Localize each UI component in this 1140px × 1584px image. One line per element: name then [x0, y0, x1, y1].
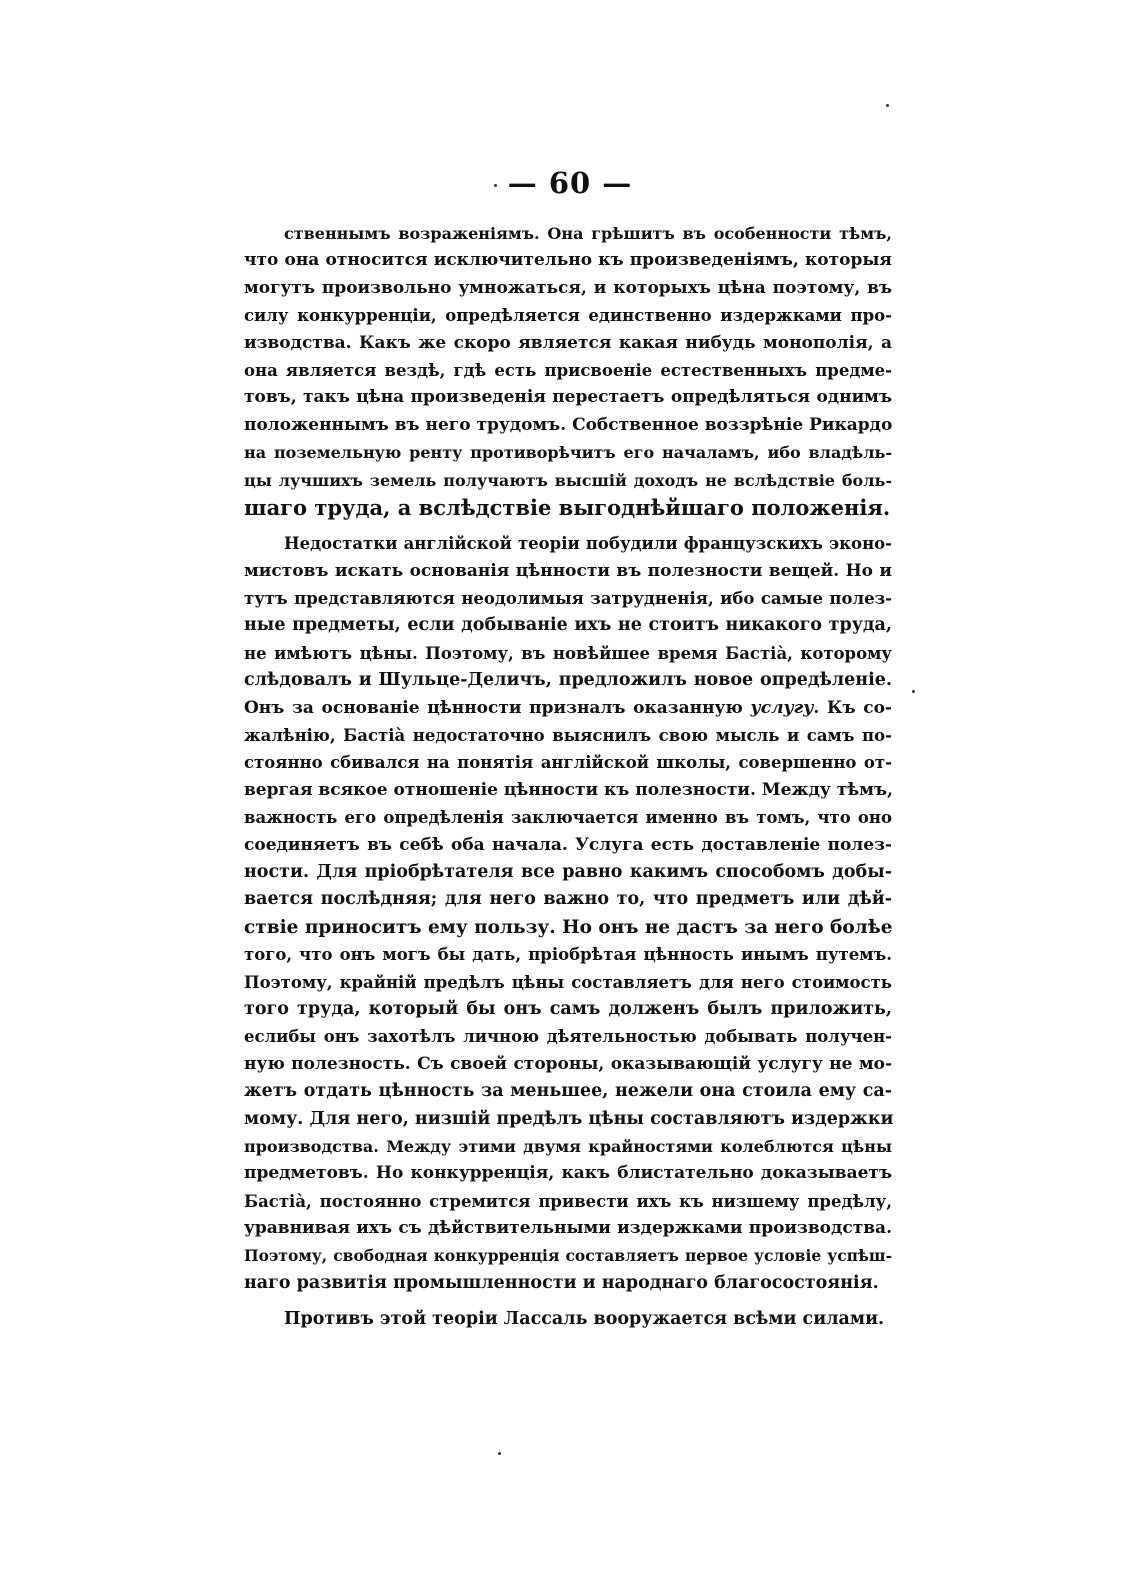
text-line: наго развитія промышленности и народнаго благосостоянія. [244, 1272, 879, 1293]
scan-speck [494, 184, 497, 187]
text-line: ности. Для пріобрѣтателя все равно какимъ способомъ добы- [244, 861, 892, 882]
text-line: на поземельную ренту противорѣчитъ его началамъ, ибо владѣль- [244, 443, 892, 463]
page-body [244, 220, 892, 1334]
text-line: вергая всякое отношеніе цѣнности къ полезности. Между тѣмъ, [244, 779, 893, 800]
text-line: жетъ отдать цѣнность за меньшее, нежели она стоила ему са- [244, 1081, 892, 1102]
text-line: мистовъ искать основанія цѣнности въ полезности вещей. Но и [244, 560, 892, 581]
text-line: ственнымъ возраженіямъ. Она грѣшитъ въ особенности тѣмъ, [284, 224, 892, 243]
text-line: она является вездѣ, гдѣ есть присвоеніе естественныхъ предме- [244, 360, 892, 380]
paragraph [244, 220, 892, 521]
scan-speck [912, 690, 915, 693]
text-line: производства. Между этими двумя крайностями колеблются цѣны [244, 1136, 892, 1156]
scan-speck [498, 1452, 501, 1455]
text-line: могутъ произвольно умножаться, и которыхъ цѣна поэтому, въ [244, 277, 892, 298]
text-line: Поэтому, крайній предѣлъ цѣны составляетъ для него стоимость [244, 972, 892, 992]
text-line: что она относится исключительно къ произведеніямъ, которыя [244, 250, 892, 271]
text-line: Противъ этой теоріи Лассаль вооружается всѣми силами. [284, 1309, 885, 1330]
text-line: мому. Для него, низшій предѣлъ цѣны составляютъ издержки [244, 1108, 894, 1129]
text-line: уравнивая ихъ съ дѣйствительными издержками производства. [244, 1218, 892, 1239]
paragraph [244, 1306, 892, 1333]
text-line: ные предметы, если добываніе ихъ не стоитъ никакого труда, [244, 615, 892, 636]
paragraph [244, 530, 892, 1297]
page-number: — 60 — [507, 166, 633, 200]
text-line: важность его опредѣленія заключается именно въ томъ, что оно [244, 808, 892, 828]
text-line: ную полезность. Съ своей стороны, оказывающій услугу не мо- [244, 1053, 892, 1074]
text-line: вается послѣдняя; для него важно то, что предметъ или дѣй- [244, 889, 892, 910]
text-line: жалѣнію, Бастіà недостаточно выяснилъ свою мысль и самъ по- [244, 726, 892, 746]
text-line: стоянно сбивался на понятія англійской школы, совершенно от- [244, 753, 892, 773]
text-line: не имѣютъ цѣны. Поэтому, въ новѣйшее время Бастіà, которому [244, 643, 892, 663]
text-line: соединяетъ въ себѣ оба начала. Услуга есть доставленіе полез- [244, 834, 892, 855]
text-line: цы лучшихъ земель получаютъ высшій доходъ не вслѣдствіе боль- [244, 470, 892, 490]
text-line: изводства. Какъ же скоро является какая нибудь монополія, а [244, 332, 892, 353]
text-line: положеннымъ въ него трудомъ. Собственное воззрѣніе Рикардо [244, 414, 893, 435]
text-line: силу конкурренціи, опредѣляется единственно издержками про- [244, 306, 892, 326]
text-line: шаго труда, а вслѣдствіе выгоднѣйшаго положенія. [244, 494, 891, 520]
text-line: слѣдовалъ и Шульце-Деличъ, предложилъ новое опредѣленіе. [244, 670, 892, 691]
text-line: предметовъ. Но конкурренція, какъ блистательно доказываетъ [244, 1163, 892, 1184]
text-line: еслибы онъ захотѣлъ личною дѣятельностью добывать получен- [244, 1027, 892, 1047]
text-line: ствіе приноситъ ему пользу. Но онъ не дастъ за него болѣе [244, 916, 893, 938]
scan-speck [886, 104, 889, 107]
emphasis: услугу [750, 697, 814, 718]
text-line: тутъ представляются неодолимыя затрудненія, ибо самые полез- [244, 589, 892, 609]
text-line: Онъ за основаніе цѣнности призналъ оказанную услугу. Къ со- [244, 697, 892, 718]
text-line: товъ, такъ цѣна произведенія перестаетъ опредѣляться однимъ [244, 387, 892, 408]
text-line: Поэтому, свободная конкурренція составляетъ первое условіе успѣш- [244, 1246, 892, 1266]
text-line: Бастіà, постоянно стремится привести ихъ къ низшему предѣлу, [244, 1191, 892, 1211]
text-line: того труда, который бы онъ самъ долженъ былъ приложить, [244, 998, 892, 1019]
text-line: того, что онъ могъ бы дать, пріобрѣтая цѣнность инымъ путемъ. [244, 945, 892, 965]
text-line: Недостатки англійской теоріи побудили французскихъ эконо- [284, 534, 892, 554]
